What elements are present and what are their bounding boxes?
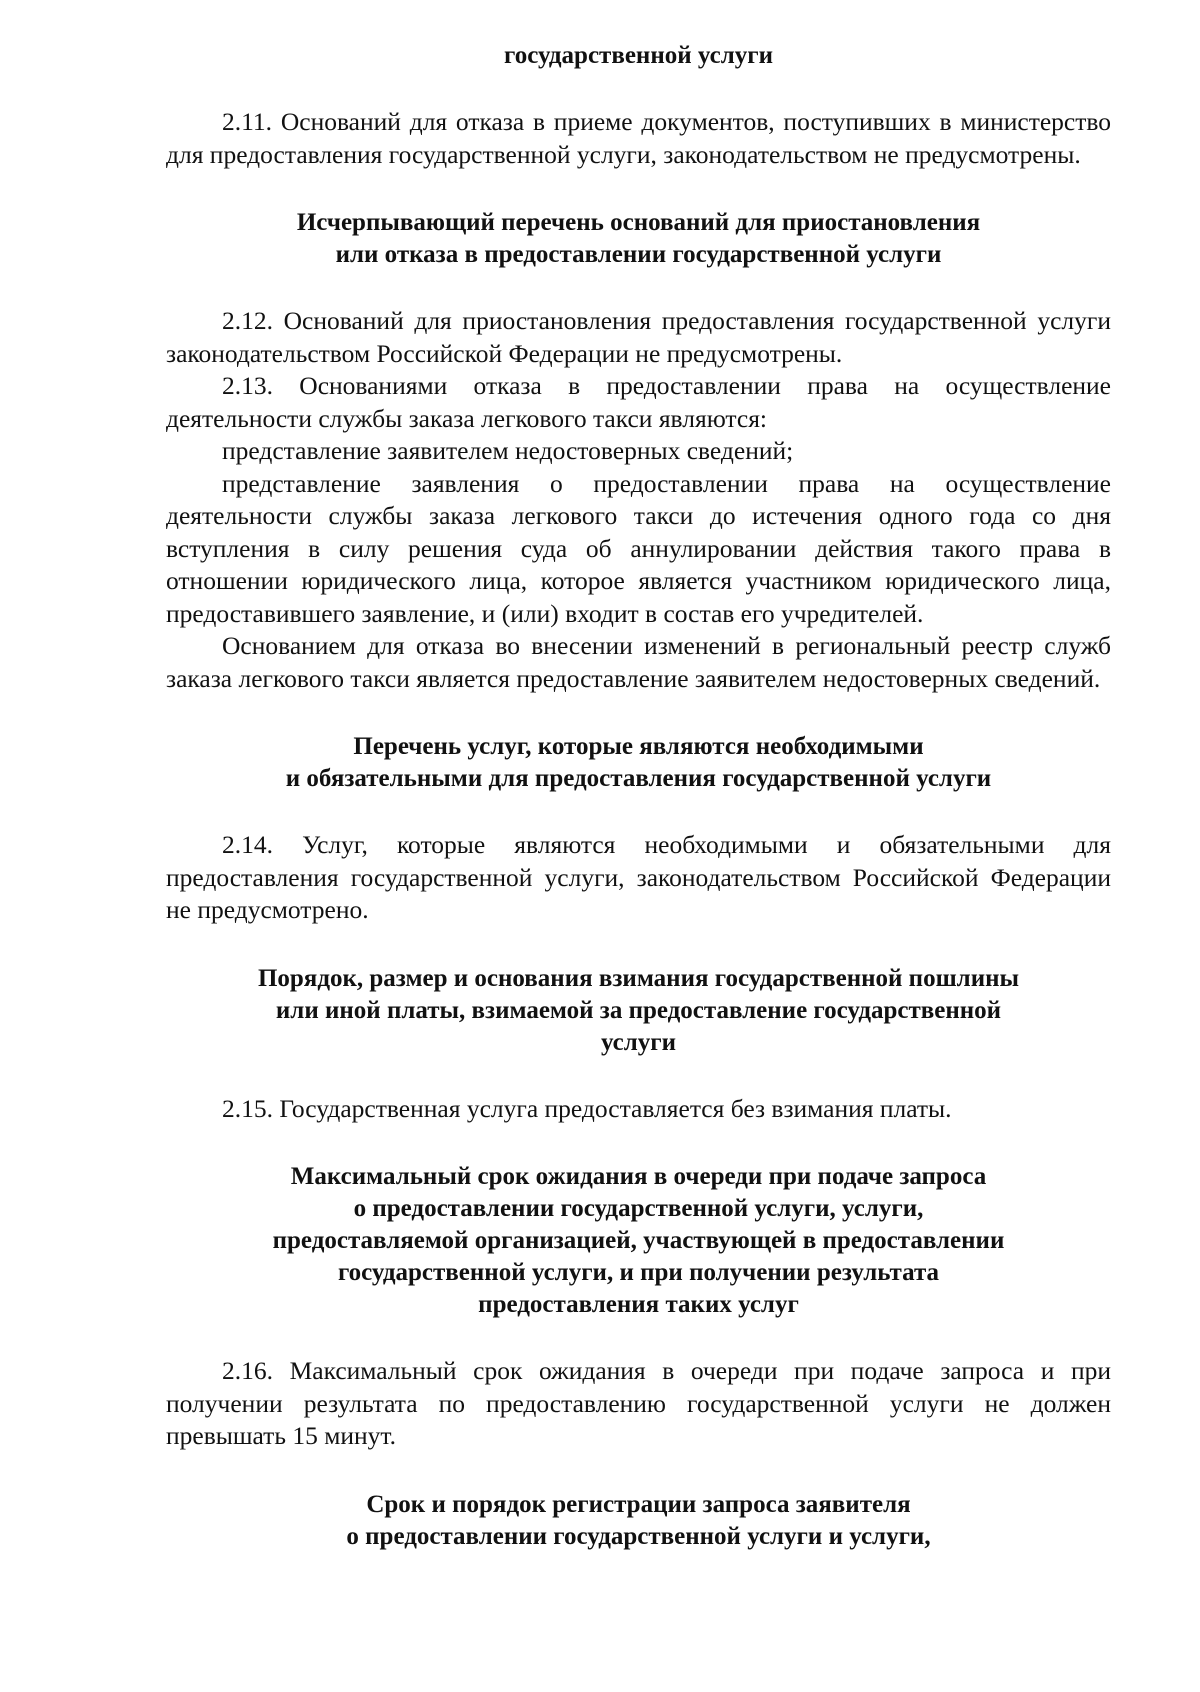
section-heading-queue bbox=[166, 1161, 1111, 1321]
heading-line: Порядок, размер и основания взимания государственной пошлины bbox=[257, 964, 1020, 992]
heading-line: и обязательными для предоставления государственной услуги bbox=[285, 765, 992, 792]
section-heading-registration bbox=[166, 1489, 1111, 1553]
section-heading-suspension bbox=[166, 207, 1111, 271]
heading-line: или отказа в предоставлении государственной услуги bbox=[335, 241, 942, 268]
heading-line: Срок и порядок регистрации запроса заявителя bbox=[366, 1490, 911, 1518]
paragraph-2-12: 2.12. Оснований для приостановления предоставления государственной услуги законодательством Российской Федерации не предусмотрены. bbox=[166, 306, 1111, 368]
heading-line: предоставления таких услуг bbox=[478, 1291, 799, 1318]
section-heading-fee bbox=[166, 963, 1111, 1059]
heading-line: о предоставлении государственной услуги, услуги, bbox=[353, 1195, 924, 1222]
heading-line: или иной платы, взимаемой за предоставление государственной bbox=[275, 996, 1002, 1024]
heading-line: государственной услуги bbox=[503, 42, 774, 69]
heading-line: Перечень услуг, которые являются необходимыми bbox=[353, 733, 924, 760]
paragraph-2-13-registry: Основанием для отказа во внесении изменений в региональный реестр служб заказа легкового такси является предоставление заявителем недостоверных сведений. bbox=[166, 631, 1111, 693]
heading-line: Исчерпывающий перечень оснований для приостановления bbox=[296, 209, 981, 236]
heading-line: о предоставлении государственной услуги и услуги, bbox=[346, 1522, 931, 1550]
heading-line: Максимальный срок ожидания в очереди при подаче запроса bbox=[290, 1163, 987, 1190]
section-heading-continuation bbox=[166, 40, 1111, 72]
paragraph-2-16: 2.16. Максимальный срок ожидания в очереди при подаче запроса и при получении результата по предоставлению государственной услуги не должен превышать 15 минут. bbox=[166, 1356, 1111, 1450]
paragraph-2-11: 2.11. Оснований для отказа в приеме документов, поступивших в министерство для предоставления государственной услуги, законодательством не предусмотрены. bbox=[166, 107, 1111, 169]
paragraph-2-13: 2.13. Основаниями отказа в предоставлении права на осуществление деятельности службы заказа легкового такси являются: bbox=[166, 371, 1111, 433]
heading-line: услуги bbox=[600, 1028, 677, 1056]
paragraph-2-15: 2.15. Государственная услуга предоставляется без взимания платы. bbox=[222, 1093, 952, 1123]
section-heading-services bbox=[166, 731, 1111, 795]
document-page bbox=[166, 40, 1111, 1553]
paragraph-2-13-item-2: представление заявления о предоставлении права на осуществление деятельности службы заказа легкового такси до истечения одного года со дня вступления в силу решения суда об аннулировании действия такого права в отношении юридического лица, которое является участником юридического лица, предоставившего заявление, и (или) входит в состав его учредителей. bbox=[166, 468, 1111, 628]
paragraph-2-14: 2.14. Услуг, которые являются необходимыми и обязательными для предоставления государственной услуги, законодательством Российской Федерации не предусмотрено. bbox=[166, 830, 1111, 924]
heading-line: государственной услуги, и при получении результата bbox=[337, 1259, 940, 1286]
heading-line: предоставляемой организацией, участвующей в предоставлении bbox=[272, 1227, 1005, 1254]
paragraph-2-13-item-1: представление заявителем недостоверных сведений; bbox=[222, 436, 794, 465]
